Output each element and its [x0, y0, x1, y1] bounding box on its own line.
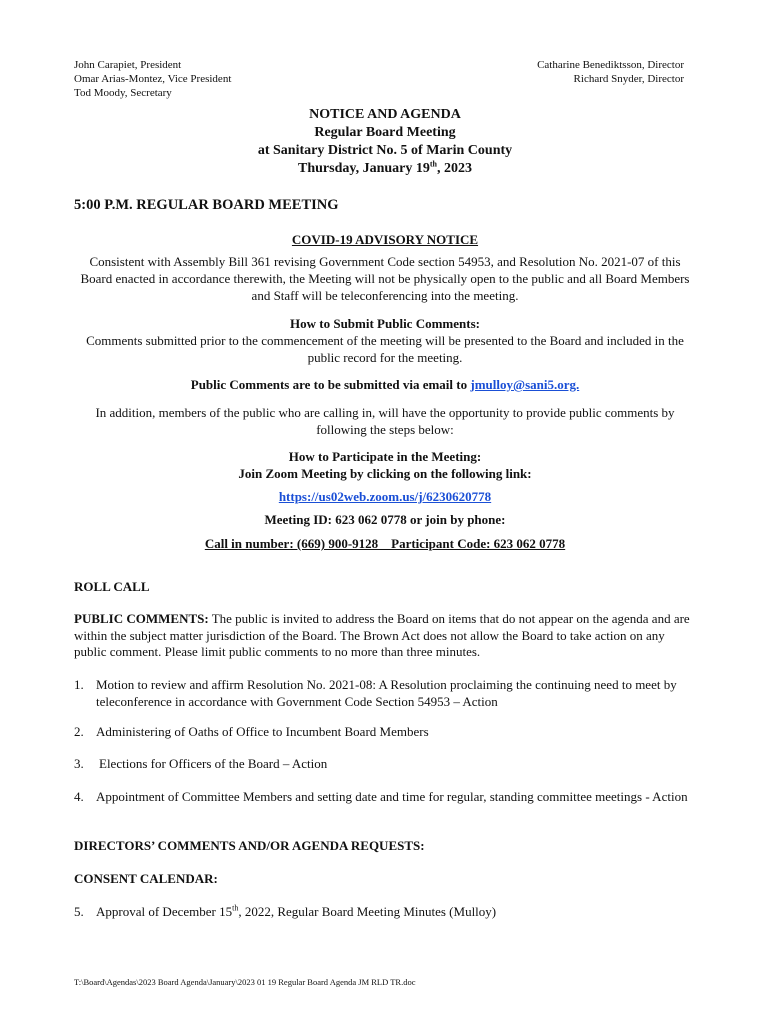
officer-president: John Carapiet, President: [74, 59, 182, 71]
officer-secretary: Tod Moody, Secretary: [74, 87, 172, 99]
call-in-number: Call in number: (669) 900-9128 Participant Code: 623 062 0778: [204, 536, 566, 551]
file-path-footer: T:\Board\Agendas\2023 Board Agenda\January\2023 01 19 Regular Board Agenda JM RLD TR.doc: [74, 977, 416, 987]
email-line: Public Comments are to be submitted via email to jmulloy@sani5.org.: [190, 377, 580, 392]
participate-heading: How to Participate in the Meeting:: [288, 449, 482, 464]
submit-comments-body: Comments submitted prior to the commencement of the meeting will be presented to the Board and included in the public record for the meeting.: [86, 333, 684, 365]
board-directors-list: [537, 58, 684, 86]
title-line-1: NOTICE AND AGENDA: [309, 107, 461, 122]
document-title: [0, 106, 770, 178]
board-officers-list: [74, 58, 231, 100]
officer-vice-president: Omar Arias-Montez, Vice President: [74, 73, 232, 85]
meeting-date: Thursday, January 19th, 2023: [298, 159, 472, 176]
agenda-item-2: 2. Administering of Oaths of Office to Incumbent Board Members: [74, 724, 429, 739]
agenda-item-4: 4. Appointment of Committee Members and setting date and time for regular, standing committee meetings - Action: [74, 789, 688, 804]
directors-comments-heading: DIRECTORS’ COMMENTS AND/OR AGENDA REQUESTS:: [74, 838, 425, 853]
calling-in-text: In addition, members of the public who are calling in, will have the opportunity to provide public comments by following the steps below:: [95, 405, 675, 437]
roll-call-heading: ROLL CALL: [74, 579, 150, 594]
agenda-item-5: 5. Approval of December 15th, 2022, Regular Board Meeting Minutes (Mulloy): [74, 903, 497, 919]
agenda-item-1: 1. Motion to review and affirm Resolution No. 2021-08: A Resolution proclaiming the continuing need to meet by teleconference in accordance with Government Code Section 54953 – Action: [74, 677, 677, 709]
meeting-heading: 5:00 P.M. REGULAR BOARD MEETING: [74, 197, 339, 213]
public-comments-section: [74, 611, 700, 661]
covid-body: Consistent with Assembly Bill 361 revising Government Code section 54953, and Resolution No. 2021-07 of this Board enacted in accordance therewith, the Meeting will not be physically open to the public and all Board Members and Staff will be teleconferencing into the meeting.: [80, 254, 690, 303]
director-1: Catharine Benediktsson, Director: [537, 59, 684, 71]
title-line-3: at Sanitary District No. 5 of Marin County: [257, 143, 513, 158]
director-2: Richard Snyder, Director: [573, 73, 684, 85]
zoom-instructions: Join Zoom Meeting by clicking on the following link:: [238, 466, 532, 481]
public-comments-body: The public is invited to address the Board on items that do not appear on the agenda and are within the subject matter jurisdiction of the Board. The Brown Act does not allow the Board to take action on any public comment. Please limit public comments to no more than three minutes.: [74, 611, 690, 659]
zoom-link[interactable]: https://us02web.zoom.us/j/6230620778: [278, 489, 492, 504]
agenda-item-3: 3. Elections for Officers of the Board – Action: [74, 756, 328, 771]
email-link[interactable]: jmulloy@sani5.org.: [470, 377, 580, 392]
consent-calendar-heading: CONSENT CALENDAR:: [74, 871, 218, 886]
public-comments-label: PUBLIC COMMENTS:: [74, 611, 209, 626]
zoom-link-wrap: [70, 488, 700, 505]
submit-comments-heading: How to Submit Public Comments:: [290, 316, 480, 331]
title-line-2: Regular Board Meeting: [314, 125, 456, 140]
meeting-id: Meeting ID: 623 062 0778 or join by phone:: [264, 512, 506, 527]
covid-heading: COVID-19 ADVISORY NOTICE: [291, 232, 479, 247]
